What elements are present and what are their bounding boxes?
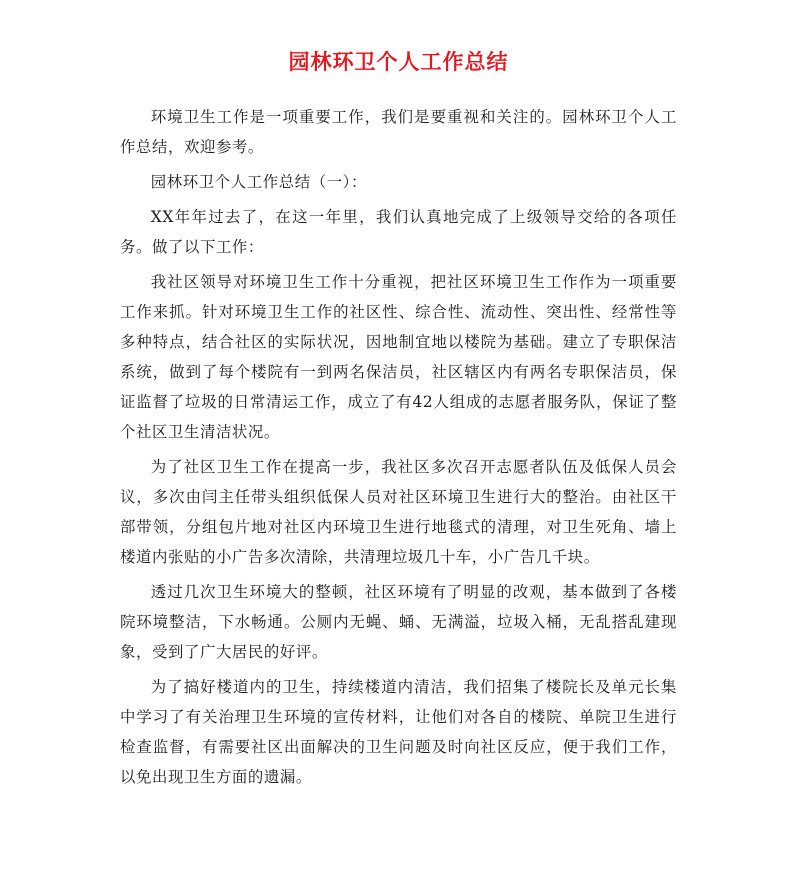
paragraph-cleanup: 为了社区卫生工作在提高一步，我社区多次召开志愿者队伍及低保人员会议，多次由闫主任带头组织低保人员对社区环境卫生进行大的整治。由社区干部带领，分组包片地对社区内环境卫生进行地毯式的清理，对卫生死角、墙上楼道内张贴的小广告多次清除，共清理垃圾几十车，小广告几千块。 bbox=[120, 458, 677, 566]
paragraph-year-summary: XX年年过去了，在这一年里，我们认真地完成了上级领导交给的各项任务。做了以下工作： bbox=[120, 208, 677, 256]
paragraph-intro: 环境卫生工作是一项重要工作，我们是要重视和关注的。园林环卫个人工作总结，欢迎参考。 bbox=[120, 108, 677, 156]
paragraph-leadership: 我社区领导对环境卫生工作十分重视，把社区环境卫生工作作为一项重要工作来抓。针对环境卫生工作的社区性、综合性、流动性、突出性、经常性等多种特点，结合社区的实际状况，因地制宜地以楼院为基础。建立了专职保洁系统，做到了每个楼院有一到两名保洁员，社区辖区内有两名专职保洁员，保证监督了垃圾的日常清运工作，成立了有42人组成的志愿者服务队，保证了整个社区卫生清洁状况。 bbox=[120, 273, 677, 441]
document-title: 园林环卫个人工作总结 bbox=[288, 49, 509, 74]
paragraph-stairwell: 为了搞好楼道内的卫生，持续楼道内清洁，我们招集了楼院长及单元长集中学习了有关治理卫生环境的宣传材料，让他们对各自的楼院、单院卫生进行检查监督，有需要社区出面解决的卫生问题及时向社区反应，便于我们工作，以免出现卫生方面的遗漏。 bbox=[120, 678, 677, 786]
paragraph-results: 透过几次卫生环境大的整顿，社区环境有了明显的改观，基本做到了各楼院环境整洁，下水畅通。公厕内无蝇、蛹、无满溢，垃圾入桶，无乱搭乱建现象，受到了广大居民的好评。 bbox=[120, 583, 677, 661]
paragraph-section-heading: 园林环卫个人工作总结（一）： bbox=[150, 173, 367, 191]
document-body bbox=[120, 102, 677, 792]
